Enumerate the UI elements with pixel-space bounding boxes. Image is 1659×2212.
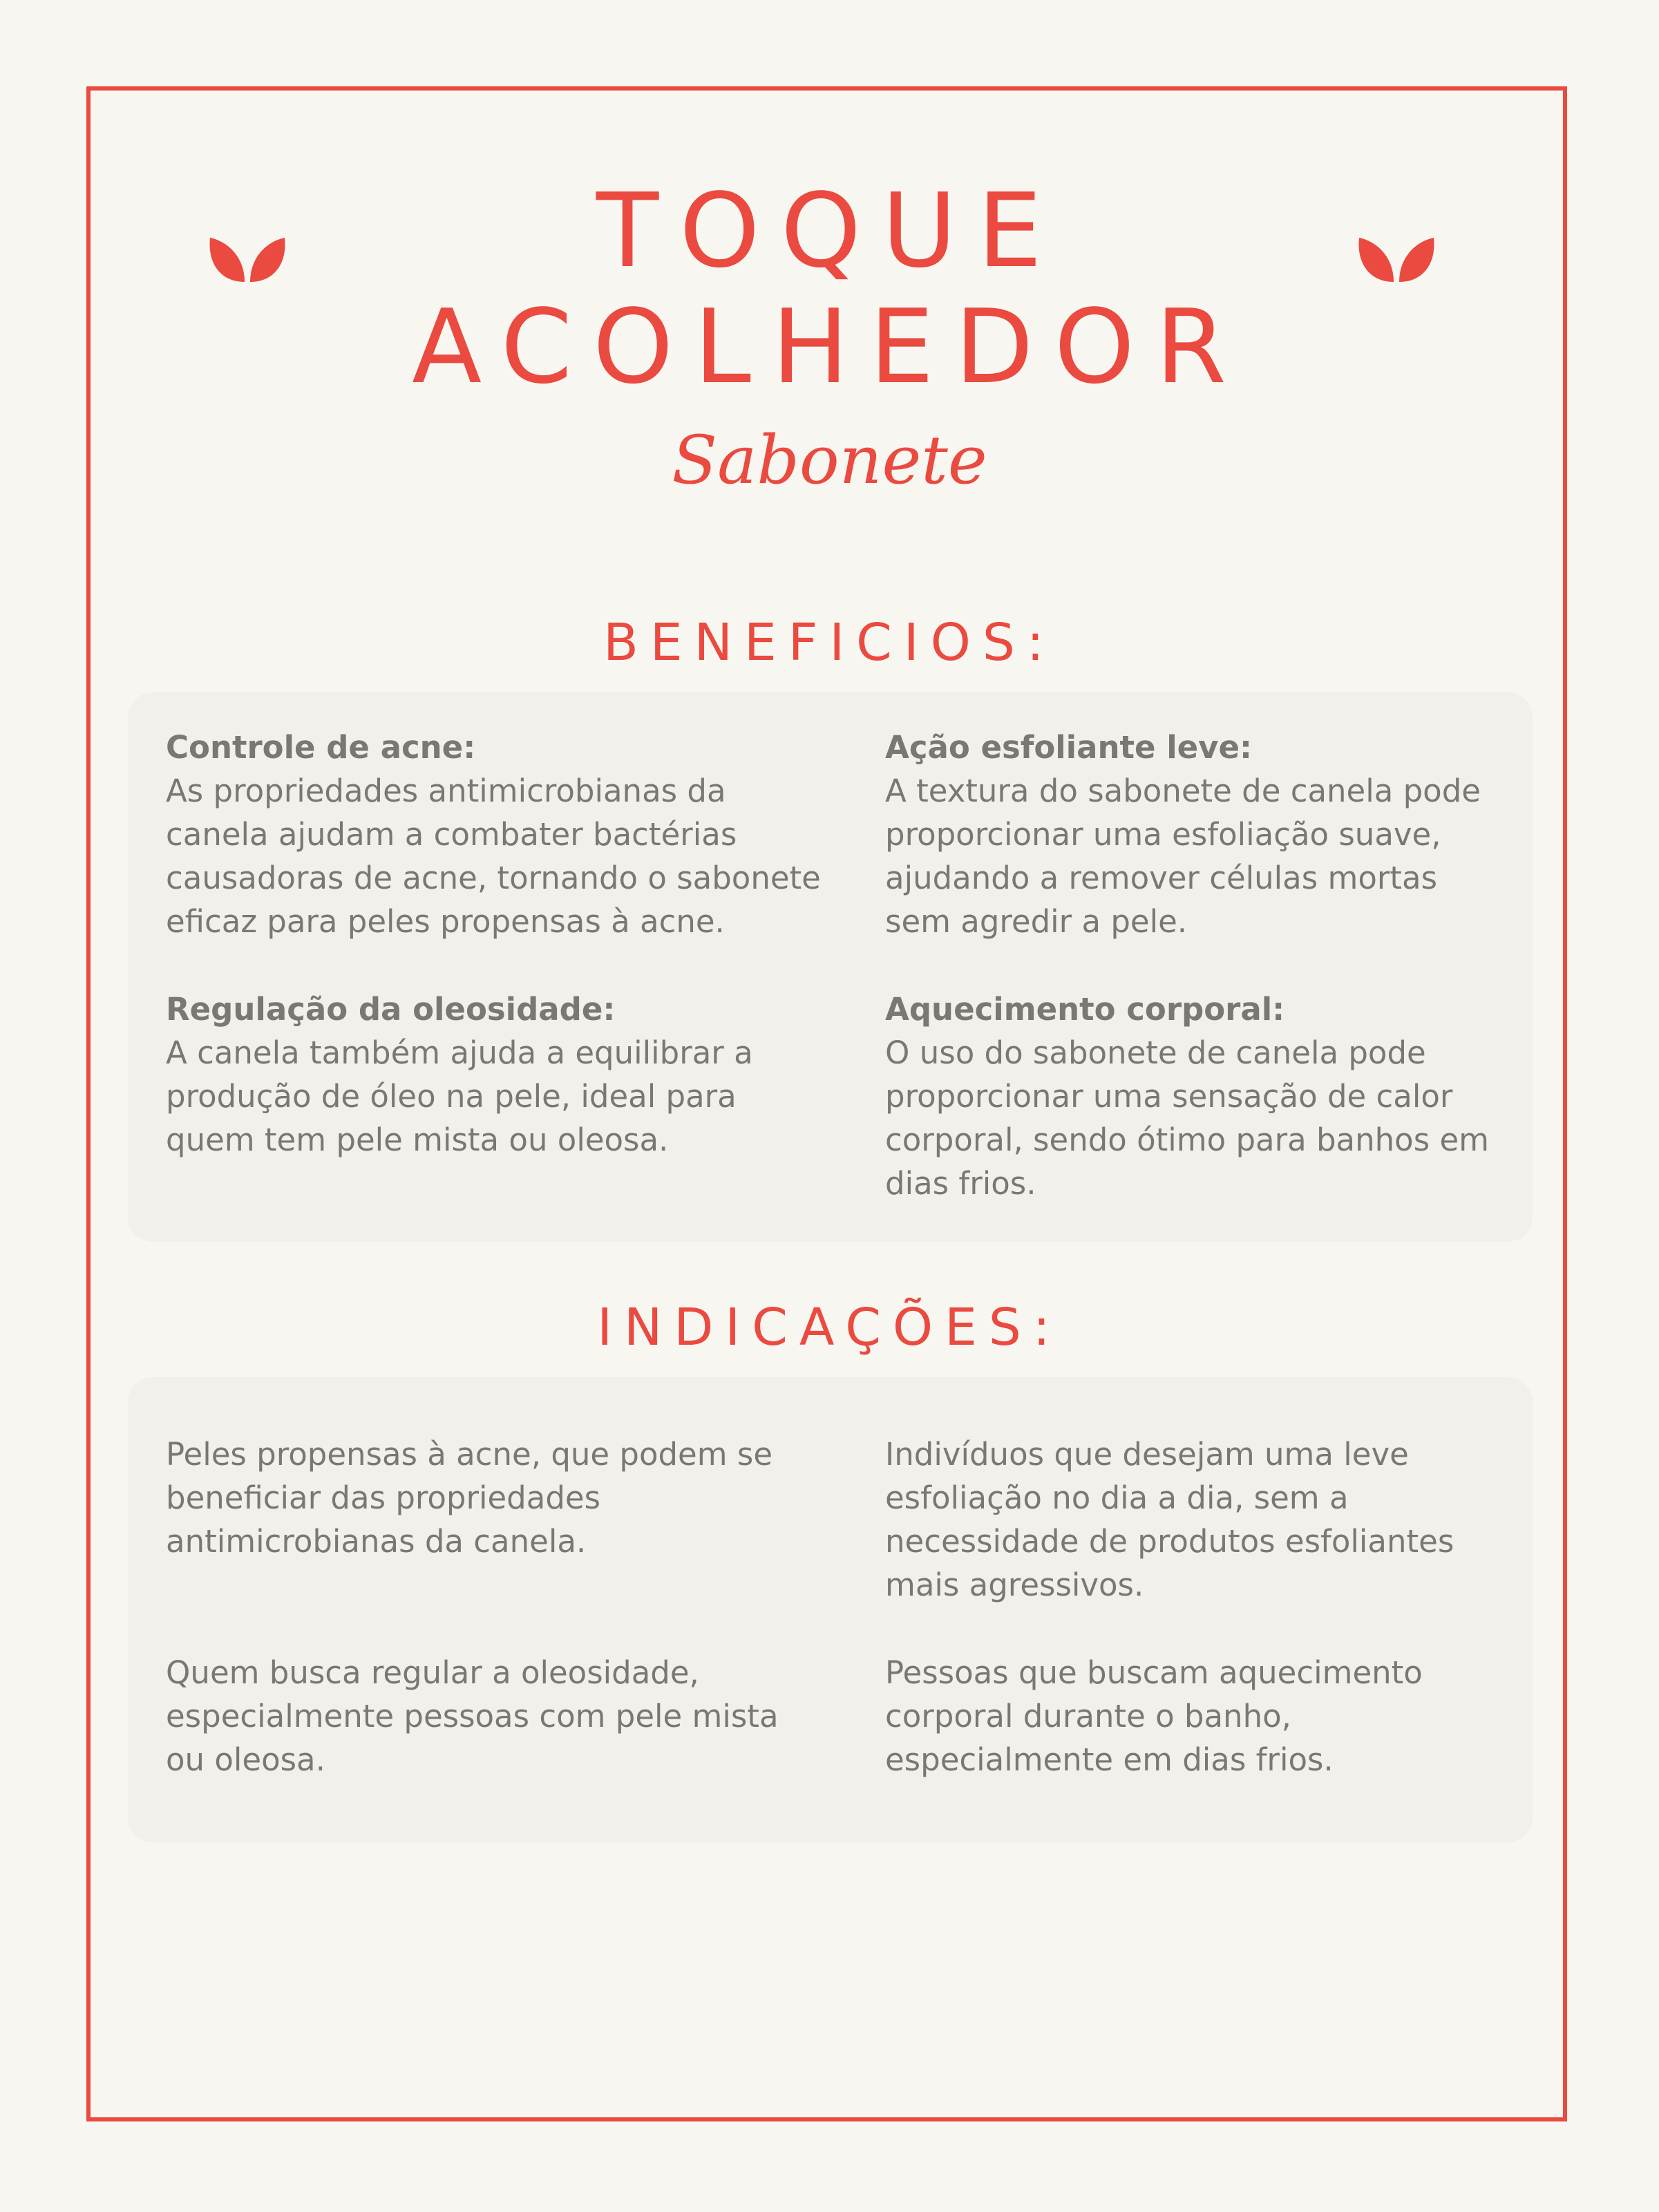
beneficio-label: Regulação da oleosidade: <box>166 991 616 1028</box>
indicacoes-heading: INDICAÇÕES: <box>597 1298 1062 1357</box>
beneficios-heading: BENEFICIOS: <box>603 613 1056 672</box>
product-subtitle: Sabonete <box>672 422 987 499</box>
beneficio-item <box>885 987 1507 1205</box>
title-line-2: ACOLHEDOR <box>411 287 1248 406</box>
indicacao-item: Pessoas que buscam aquecimento corporal durante o banho, especialmente em dias frios. <box>885 1654 1423 1778</box>
indicacao-item: Peles propensas à acne, que podem se beneficiar das propriedades antimicrobianas da canela. <box>166 1436 773 1560</box>
beneficio-text: O uso do sabonete de canela pode proporcionar uma sensação de calor corporal, sendo ótimo para banhos em dias frios. <box>885 1034 1489 1202</box>
beneficios-panel <box>128 692 1533 1242</box>
indicacao-item: Quem busca regular a oleosidade, especialmente pessoas com pele mista ou oleosa. <box>166 1654 779 1778</box>
beneficio-label: Aquecimento corporal: <box>885 991 1285 1028</box>
beneficio-item <box>166 987 802 1162</box>
title-line-1: TOQUE <box>596 171 1063 290</box>
beneficio-item <box>885 726 1507 943</box>
beneficio-text: A textura do sabonete de canela pode proporcionar uma esfoliação suave, ajudando a remover células mortas sem agredir a pele. <box>885 773 1481 940</box>
beneficio-text: A canela também ajuda a equilibrar a produção de óleo na pele, ideal para quem tem pele mista ou oleosa. <box>166 1034 753 1158</box>
beneficio-label: Ação esfoliante leve: <box>885 729 1252 766</box>
beneficio-item <box>166 726 822 943</box>
beneficio-text: As propriedades antimicrobianas da canela ajudam a combater bactérias causadoras de acne, tornando o sabonete eficaz para peles propensas à acne. <box>166 773 821 940</box>
indicacao-item: Indivíduos que desejam uma leve esfoliação no dia a dia, sem a necessidade de produtos esfoliantes mais agressivos. <box>885 1436 1454 1603</box>
indicacoes-panel <box>128 1377 1533 1842</box>
beneficio-label: Controle de acne: <box>166 729 476 766</box>
